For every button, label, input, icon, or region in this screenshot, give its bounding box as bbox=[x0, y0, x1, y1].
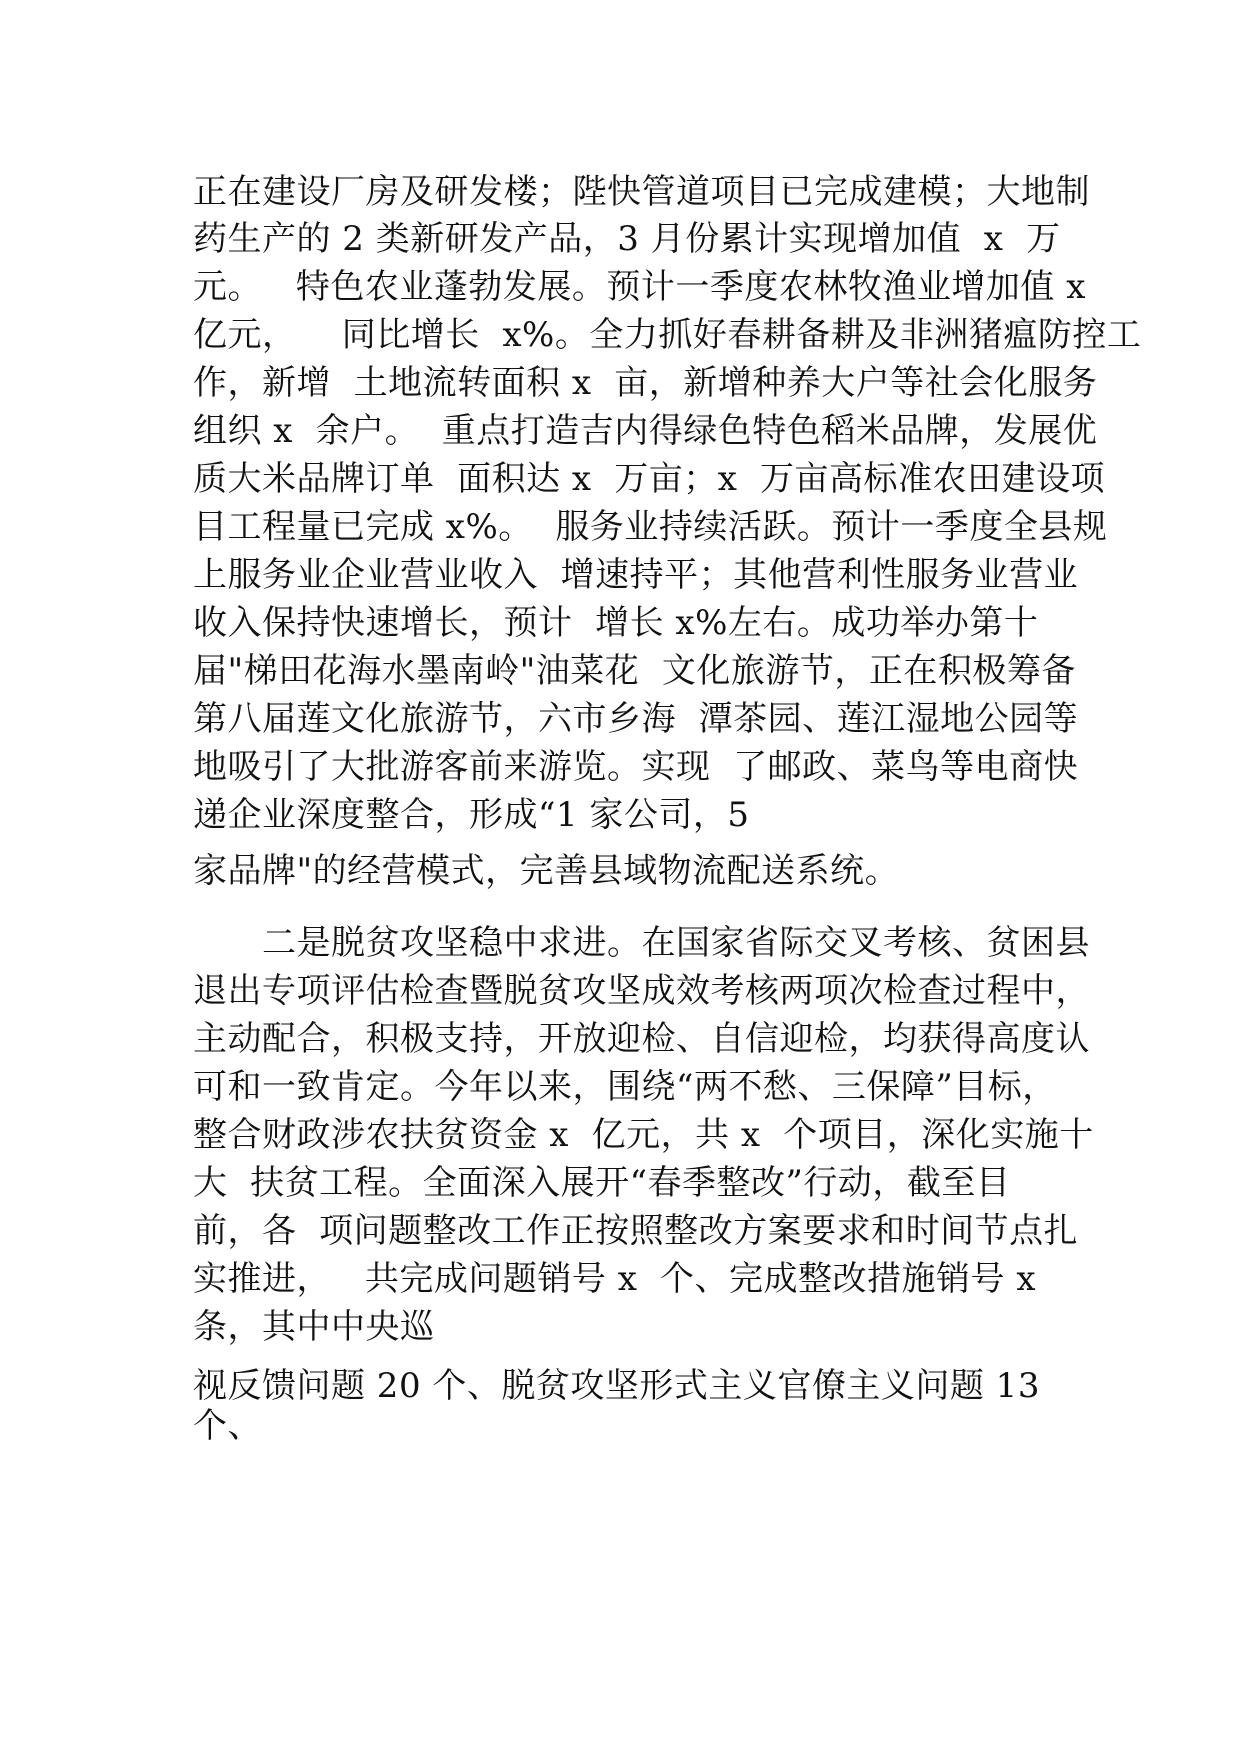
text-line: 地吸引了大批游客前来游览。实现 了邮政、菜鸟等电商快 bbox=[193, 747, 1079, 787]
text-line: 退出专项评估检查暨脱贫攻坚成效考核两项次检查过程中， bbox=[193, 971, 1090, 1011]
text-line: 条，其中中央巡 bbox=[193, 1307, 435, 1347]
text-line: 正在建设厂房及研发楼；陛快管道项目已完成建模；大地制 bbox=[193, 172, 1090, 212]
text-line: 视反馈问题 20 个、脱贫攻坚形式主义官僚主义问题 13 bbox=[193, 1366, 1040, 1406]
text-line: 实推进， 共完成问题销号 x 个、完成整改措施销号 x bbox=[193, 1259, 1037, 1299]
paragraph-first-line: 二是脱贫攻坚稳中求进。在国家省际交叉考核、贫困县 bbox=[262, 923, 1090, 963]
text-line: 个、 bbox=[193, 1406, 262, 1446]
text-line: 届"梯田花海水墨南岭"油菜花 文化旅游节，正在积极筹备 bbox=[193, 651, 1076, 691]
text-line: 收入保持快速增长，预计 增长 x%左右。成功举办第十 bbox=[193, 603, 1039, 643]
text-line: 元。 特色农业蓬勃发展。预计一季度农林牧渔业增加值 x bbox=[193, 267, 1086, 307]
text-line: 家品牌"的经营模式，完善县域物流配送系统。 bbox=[193, 851, 900, 891]
text-line: 递企业深度整合，形成“1 家公司，5 bbox=[193, 795, 750, 835]
text-line: 整合财政涉农扶贫资金 x 亿元，共 x 个项目，深化实施十 bbox=[193, 1115, 1094, 1155]
text-line: 可和一致肯定。今年以来，围绕“两不愁、三保障”目标， bbox=[193, 1067, 1057, 1107]
text-line: 质大米品牌订单 面积达 x 万亩；x 万亩高标准农田建设项 bbox=[193, 459, 1106, 499]
text-line: 药生产的 2 类新研发产品，3 月份累计实现增加值 x 万 bbox=[193, 219, 1061, 259]
text-line: 亿元， 同比增长 x%。全力抓好春耕备耕及非洲猪瘟防控工 bbox=[193, 315, 1142, 355]
text-line: 上服务业企业营业收入 增速持平；其他营利性服务业营业 bbox=[193, 555, 1079, 595]
text-line: 组织 x 余户。 重点打造吉内得绿色特色稻米品牌，发展优 bbox=[193, 411, 1098, 451]
text-line: 目工程量已完成 x%。 服务业持续活跃。预计一季度全县规 bbox=[193, 507, 1108, 547]
text-line: 主动配合，积极支持，开放迎检、自信迎检，均获得高度认 bbox=[193, 1019, 1090, 1059]
text-line: 作，新增 土地流转面积 x 亩，新增种养大户等社会化服务 bbox=[193, 363, 1098, 403]
text-line: 大 扶贫工程。全面深入展开“春季整改”行动，截至目 bbox=[193, 1163, 1011, 1203]
text-line: 第八届莲文化旅游节，六市乡海 潭茶园、莲江湿地公园等 bbox=[193, 699, 1079, 739]
text-line: 前，各 项问题整改工作正按照整改方案要求和时间节点扎 bbox=[193, 1211, 1079, 1251]
